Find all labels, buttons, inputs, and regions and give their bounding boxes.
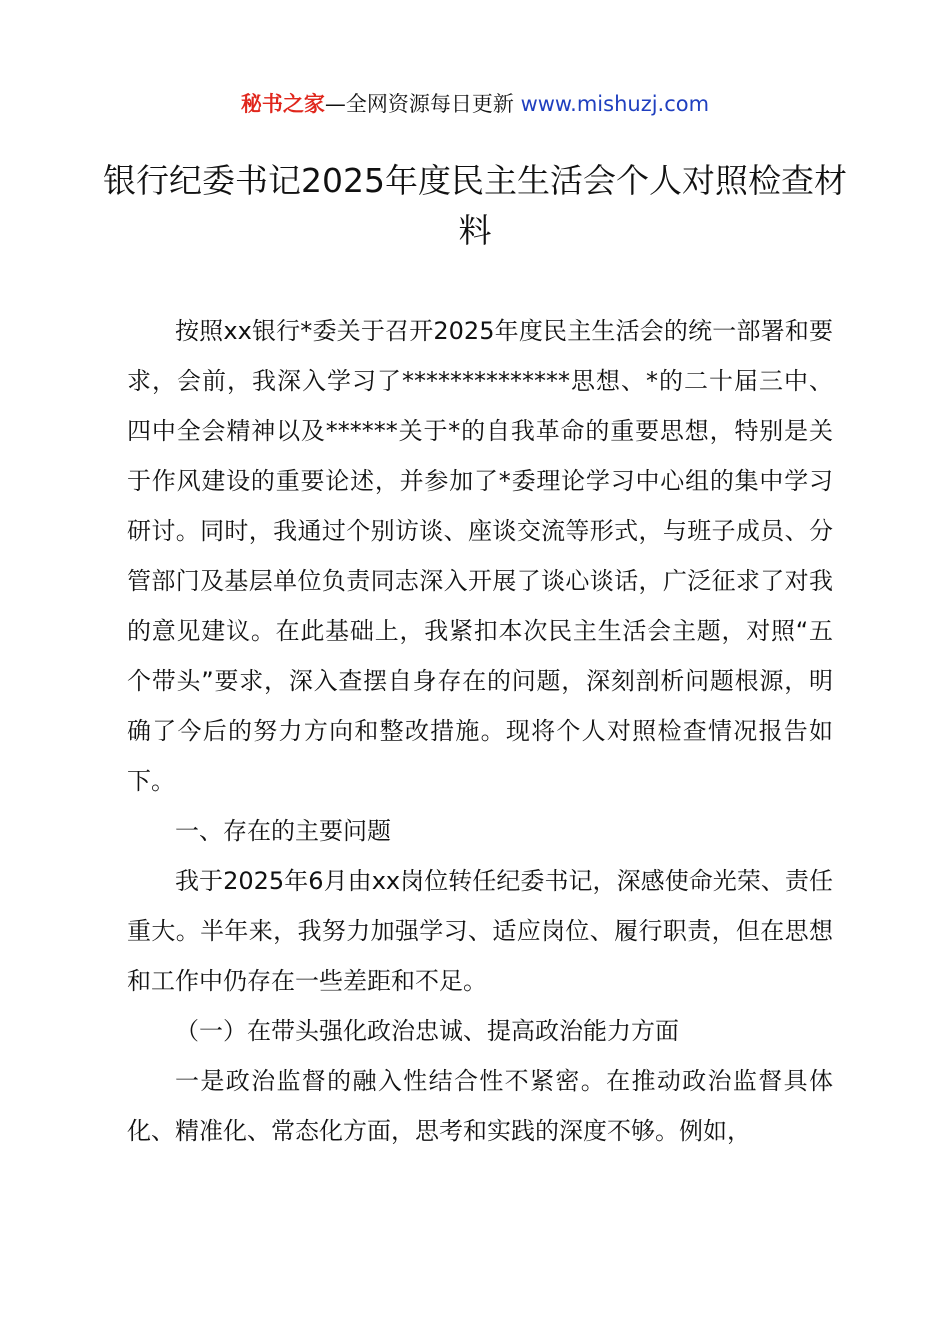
document-title: 银行纪委书记2025年度民主生活会个人对照检查材料 — [103, 161, 847, 250]
paragraph-intro: 按照xx银行*委关于召开2025年度民主生活会的统一部署和要求，会前，我深入学习了**************思想、*的二十届三中、四中全会精神以及******关于*的自我革命的重要思想，特别是关于作风建设的重要论述，并参加了*委理论学习中心组的集中学习研讨。同时，我通过个别访谈、座谈交流等形式，与班子成员、分管部门及基层单位负责同志深入开展了谈心谈话，广泛征求了对我的意见建议。在此基础上，我紧扣本次民主生活会主题，对照“五个带头”要求，深入查摆自身存在的问题，深刻剖析问题根源，明确了今后的努力方向和整改措施。现将个人对照检查情况报告如下。 — [127, 317, 833, 795]
document-body — [127, 306, 833, 1156]
paragraph-background: 我于2025年6月由xx岗位转任纪委书记，深感使命光荣、责任重大。半年来，我努力加强学习、适应岗位、履行职责，但在思想和工作中仍存在一些差距和不足。 — [127, 867, 833, 995]
site-brand: 秘书之家 — [240, 92, 325, 116]
site-url-link[interactable]: www.mishuzj.com — [520, 92, 710, 116]
site-header — [0, 88, 950, 120]
paragraph-point-one: 一是政治监督的融入性结合性不紧密。在推动政治监督具体化、精准化、常态化方面，思考和实践的深度不够。例如， — [127, 1067, 833, 1145]
subsection-heading-political-loyalty: （一）在带头强化政治忠诚、提高政治能力方面 — [175, 1017, 679, 1045]
site-tagline: —全网资源每日更新 — [324, 92, 521, 116]
section-heading-main-problems: 一、存在的主要问题 — [175, 817, 391, 845]
